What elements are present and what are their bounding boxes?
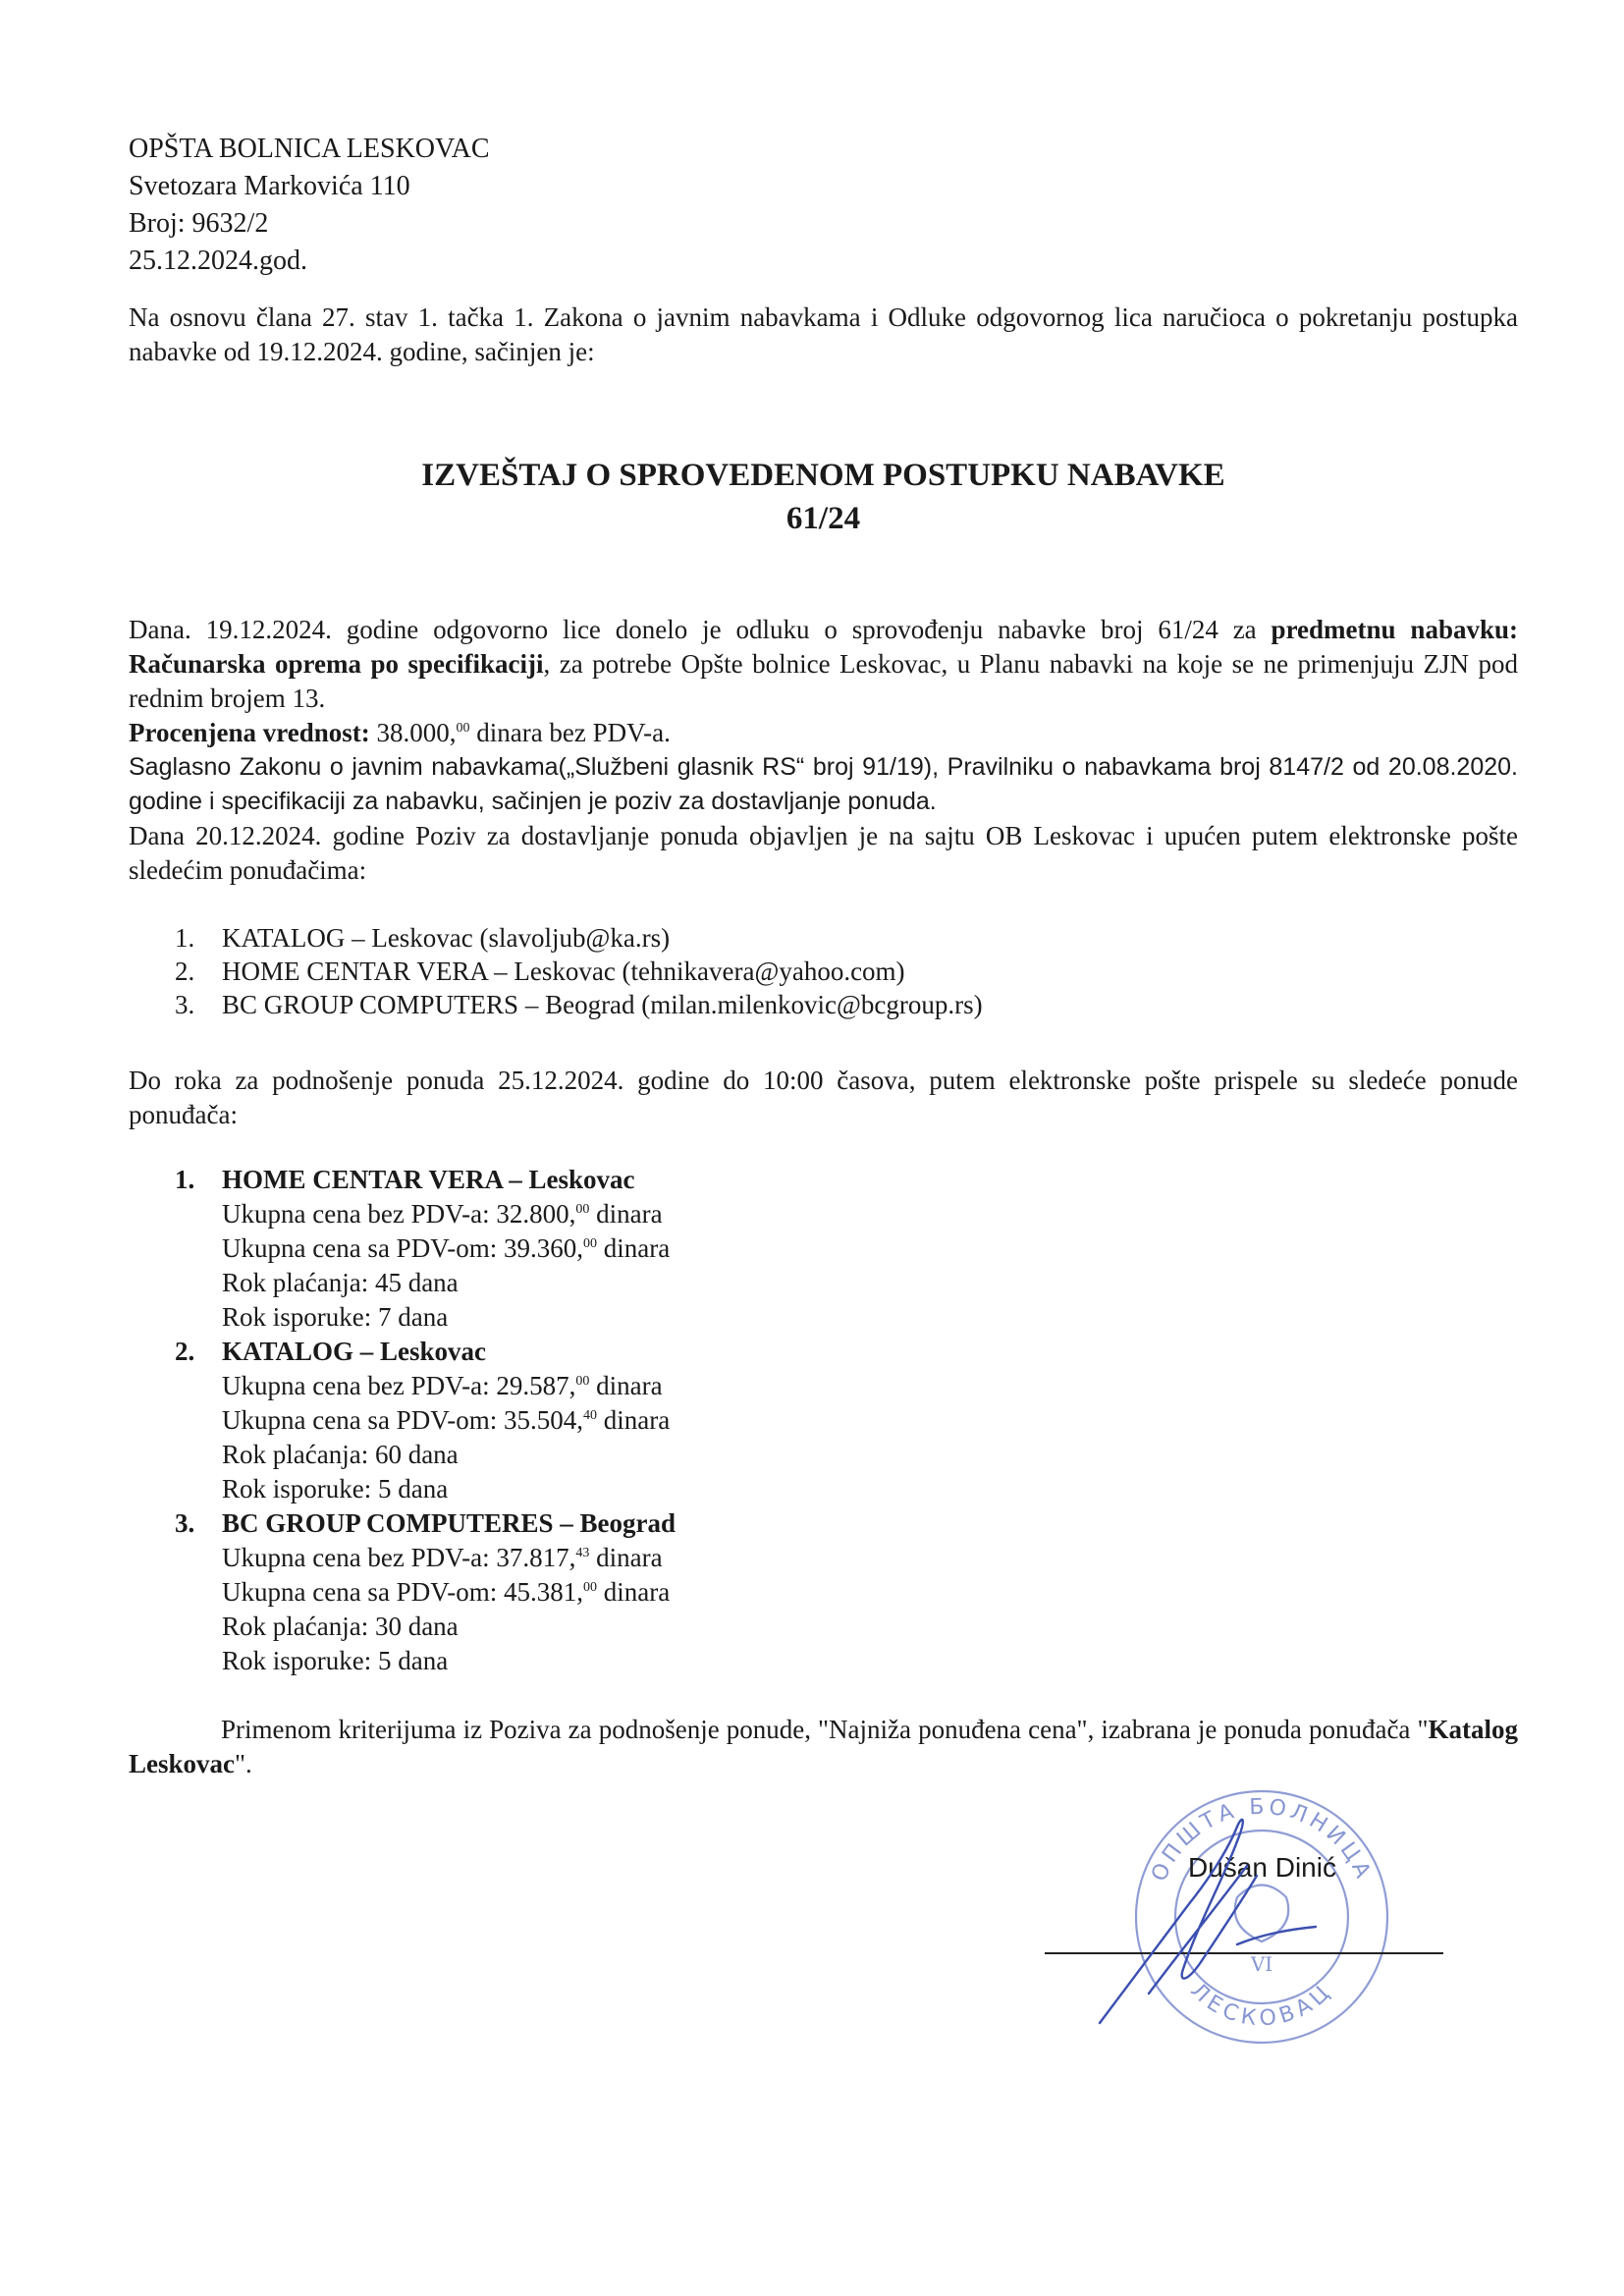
offer-delivery-term: Rok isporuke: 5 dana [222,1474,449,1503]
deadline-paragraph: Do roka za podnošenje ponuda 25.12.2024. godine do 10:00 časova, putem elektronske pošte prispele su sledeće ponude ponuđača: [129,1066,1518,1129]
offer-delivery-term: Rok isporuke: 7 dana [222,1302,449,1332]
estimate-cents: 00 [456,721,470,736]
report-title-line: IZVEŠTAJ O SPROVEDENOM POSTUPKU NABAVKE [421,458,1225,493]
document-number: Broj: 9632/2 [129,208,269,239]
offer-heading [175,1163,676,1197]
offer-item [175,1163,676,1335]
offer-name: HOME CENTAR VERA – Leskovac [222,1165,635,1194]
decision-paragraph [129,613,1518,716]
list-item [175,921,983,955]
offer-net-price [175,1369,676,1403]
gross-price-unit: dinara [596,1233,671,1263]
estimate-line [129,716,1518,750]
decision-text: Dana. 19.12.2024. godine odgovorno lice donelo je odluku o sprovođenju nabavke broj 61/24 za [129,615,1272,644]
net-price-text: Ukupna cena bez PDV-a: 32.800, [222,1199,576,1229]
estimate-amount: 38.000, [369,718,457,747]
procedure-section [129,613,1518,888]
net-price-unit: dinara [589,1199,663,1229]
signature-stroke [1100,1820,1316,2023]
report-title [129,454,1518,540]
offer-number: 2. [175,1337,195,1366]
bidder-text: BC GROUP COMPUTERS – Beograd (milan.milenkovic@bcgroup.rs) [222,990,983,1019]
offer-payment-term: Rok plaćanja: 60 dana [222,1440,459,1469]
law-paragraph: Saglasno Zakonu o javnim nabavkama(„Službeni glasnik RS“ broj 91/19), Pravilniku o nabavkama broj 8147/2 od 20.08.2020. godine i specifikaciji za nabavku, sačinjen je poziv za dostavljanje ponuda. [129,753,1518,815]
offer-heading [175,1335,676,1369]
list-item [175,955,983,988]
list-item [175,988,983,1021]
decision-text-end: , za potrebe Opšte bolnice Leskovac, u Planu nabavki na koje se ne primenjuju ZJN pod rednim brojem 13. [129,649,1518,713]
conclusion-text: Primenom kriterijuma iz Poziva za podnošenje ponude, "Najniža ponuđena cena", izabrana je ponuda ponuđača " [221,1715,1429,1744]
offer-gross-price [175,1575,676,1610]
institution-name: OPŠTA BOLNICA LESKOVAC [129,134,490,164]
letterhead [129,131,490,280]
procurement-subject: predmetnu nabavku: Računarska oprema po specifikaciji [129,615,1518,679]
bidder-list [175,921,983,1021]
offers-list [175,1163,676,1678]
estimate-suffix: dinara bez PDV-a. [469,718,671,747]
institution-address: Svetozara Markovića 110 [129,171,410,201]
stamp-text-bottom: ЛЕСКОВАЦ [1185,1978,1338,2032]
offer-payment-term: Rok plaćanja: 30 dana [222,1612,459,1641]
offer-net-price [175,1541,676,1575]
bidder-text: HOME CENTAR VERA – Leskovac (tehnikavera@yahoo.com) [222,957,905,986]
offer-item [175,1506,676,1678]
gross-price-text: Ukupna cena sa PDV-om: 45.381, [222,1577,583,1607]
offer-delivery-term: Rok isporuke: 5 dana [222,1646,449,1675]
handwritten-signature [1090,1797,1335,2033]
gross-price-cents: 00 [582,1236,597,1251]
offer-net-price [175,1197,676,1231]
net-price-cents: 43 [575,1546,590,1560]
offer-item [175,1335,676,1506]
invite-paragraph: Dana 20.12.2024. godine Poziv za dostavljanje ponuda objavljen je na sajtu OB Leskovac i upućen putem elektronske pošte sledećim ponuđačima: [129,821,1518,885]
net-price-text: Ukupna cena bez PDV-a: 29.587, [222,1371,576,1400]
net-price-unit: dinara [589,1543,663,1572]
list-number: 1. [175,923,195,953]
gross-price-text: Ukupna cena sa PDV-om: 39.360, [222,1233,583,1263]
net-price-cents: 00 [575,1202,590,1217]
gross-price-unit: dinara [596,1405,671,1435]
offer-name: KATALOG – Leskovac [222,1337,487,1366]
gross-price-text: Ukupna cena sa PDV-om: 35.504, [222,1405,583,1435]
document-date: 25.12.2024.god. [129,246,307,276]
list-number: 2. [175,957,195,986]
stamp-numeral: VI [1250,1952,1273,1976]
conclusion-end: ". [235,1749,252,1778]
offer-number: 1. [175,1165,195,1194]
signatory-name: Dušan Dinić [1188,1852,1336,1883]
offer-gross-price [175,1403,676,1438]
offer-number: 3. [175,1508,195,1538]
offer-name: BC GROUP COMPUTERES – Beograd [222,1508,677,1538]
gross-price-unit: dinara [596,1577,671,1607]
offer-heading [175,1506,676,1541]
net-price-unit: dinara [589,1371,663,1400]
net-price-text: Ukupna cena bez PDV-a: 37.817, [222,1543,576,1572]
gross-price-cents: 40 [582,1408,597,1423]
list-number: 3. [175,990,195,1019]
intro-paragraph: Na osnovu člana 27. stav 1. tačka 1. Zakona o javnim nabavkama i Odluke odgovornog lica naručioca o pokretanju postupka nabavke od 19.12.2024. godine, sačinjen je: [129,302,1518,366]
offer-payment-term: Rok plaćanja: 45 dana [222,1268,459,1297]
offer-gross-price [175,1231,676,1266]
stamp-text-top: ОПШТА БОЛНИЦА [1147,1794,1377,1886]
selected-bidder: Katalog Leskovac [129,1715,1518,1778]
estimate-label: Procenjena vrednost: [129,718,370,747]
report-number: 61/24 [785,501,861,536]
bidder-text: KATALOG – Leskovac (slavoljub@ka.rs) [222,923,671,953]
gross-price-cents: 00 [582,1580,597,1595]
net-price-cents: 00 [575,1374,590,1389]
